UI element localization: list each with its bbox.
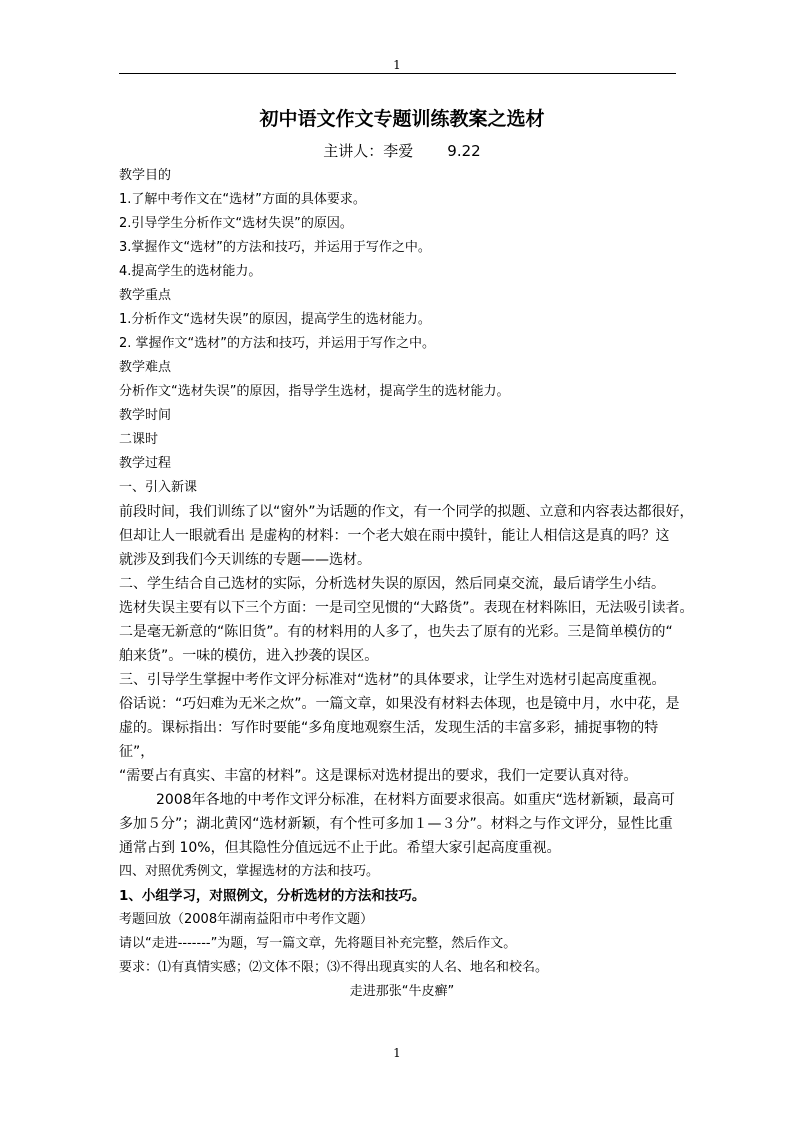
exam-requirements: 要求：⑴有真情实感；⑵文体不限；⑶不得出现真实的人名、地名和校名。 (119, 960, 549, 975)
objectives-heading: 教学目的 (119, 168, 172, 183)
exam-review: 考题回放（2008年湖南益阳市中考作文题） (119, 912, 374, 927)
presenter-date: 9.22 (447, 142, 481, 160)
difficulty-heading: 教学难点 (119, 360, 172, 375)
paragraph-line: 二是毫无新意的“陈旧货”。有的材料用的人多了，也失去了原有的光彩。三是简单模仿的“ (119, 624, 673, 640)
presenter-label: 主讲人：李爱 (323, 142, 414, 160)
paragraph-line: “需要占有真实、丰富的材料”。这是课标对选材提出的要求，我们一定要认真对待。 (119, 768, 638, 784)
step4-heading: 四、对照优秀例文，掌握选材的方法和技巧。 (119, 864, 380, 879)
paragraph-line: 但却让人一眼就看出 是虚构的材料：一个老大娘在雨中摸针，能让人相信这是真的吗？这 (119, 528, 670, 544)
sub1-heading: 1、小组学习，对照例文，分析选材的方法和技巧。 (119, 888, 426, 904)
paragraph-line: 舶来货”。一味的模仿，进入抄袭的误区。 (119, 648, 379, 664)
time-heading: 教学时间 (119, 408, 172, 423)
paragraph-line: 2008年各地的中考作文评分标准，在材料方面要求很高。如重庆“选材新颖，最高可 (156, 792, 675, 808)
paragraph-line: 二、学生结合自己选材的实际，分析选材失误的原因，然后同桌交流，最后请学生小结。 (119, 576, 665, 592)
footer-page-number: 1 (393, 1046, 401, 1060)
time-text: 二课时 (119, 432, 159, 447)
paragraph-line: 俗话说：“巧妇难为无米之炊”。一篇文章，如果没有材料去体现，也是镜中月，水中花，是 (119, 696, 680, 712)
objective-item: 2.引导学生分析作文“选材失误”的原因。 (119, 216, 353, 231)
document-body (119, 100, 694, 1004)
objective-item: 4.提高学生的选材能力。 (119, 264, 262, 279)
paragraph-line: 选材失误主要有以下三个方面：一是司空见惯的“大路货”。表现在材料陈旧，无法吸引读者。 (119, 600, 694, 616)
presenter-line (119, 138, 685, 164)
exam-prompt: 请以“走进-------”为题，写一篇文章，先将题目补充完整，然后作文。 (119, 936, 517, 951)
process-heading: 教学过程 (119, 456, 172, 471)
document-title: 初中语文作文专题训练教案之选材 (259, 108, 545, 130)
paragraph-line: 征”， (119, 744, 155, 760)
paragraph-line: 三、引导学生掌握中考作文评分标准对“选材”的具体要求，让学生对选材引起高度重视。 (119, 672, 666, 688)
key-point-item: 1.分析作文“选材失误”的原因，提高学生的选材能力。 (119, 312, 431, 327)
header-divider (119, 73, 676, 74)
paragraph-line: 就涉及到我们今天训练的专题——选材。 (119, 552, 371, 568)
key-point-item: 2. 掌握作文“选材”的方法和技巧，并运用于写作之中。 (119, 336, 436, 351)
paragraph-line: 前段时间，我们训练了以“窗外”为话题的作文，有一个同学的拟题、立意和内容表达都很好， (119, 504, 694, 520)
objective-item: 1.了解中考作文在“选材”方面的具体要求。 (119, 192, 366, 207)
header-page-number: 1 (393, 58, 401, 72)
objective-item: 3.掌握作文“选材”的方法和技巧，并运用于写作之中。 (119, 240, 431, 255)
sample-essay-title: 走进那张“牛皮癣” (349, 984, 455, 999)
paragraph-line: 虚的。课标指出：写作时要能“多角度地观察生活，发现生活的丰富多彩，捕捉事物的特 (119, 720, 659, 736)
step1-heading: 一、引入新课 (119, 480, 198, 495)
paragraph-line: 多加５分”；湖北黄冈“选材新颖，有个性可多加１—３分”。材料之与作文评分，显性比重 (119, 816, 673, 832)
paragraph-line: 通常占到 10%，但其隐性分值远远不止于此。希望大家引起高度重视。 (119, 840, 561, 856)
key-points-heading: 教学重点 (119, 288, 172, 303)
difficulty-text: 分析作文“选材失误”的原因，指导学生选材，提高学生的选材能力。 (119, 384, 510, 399)
